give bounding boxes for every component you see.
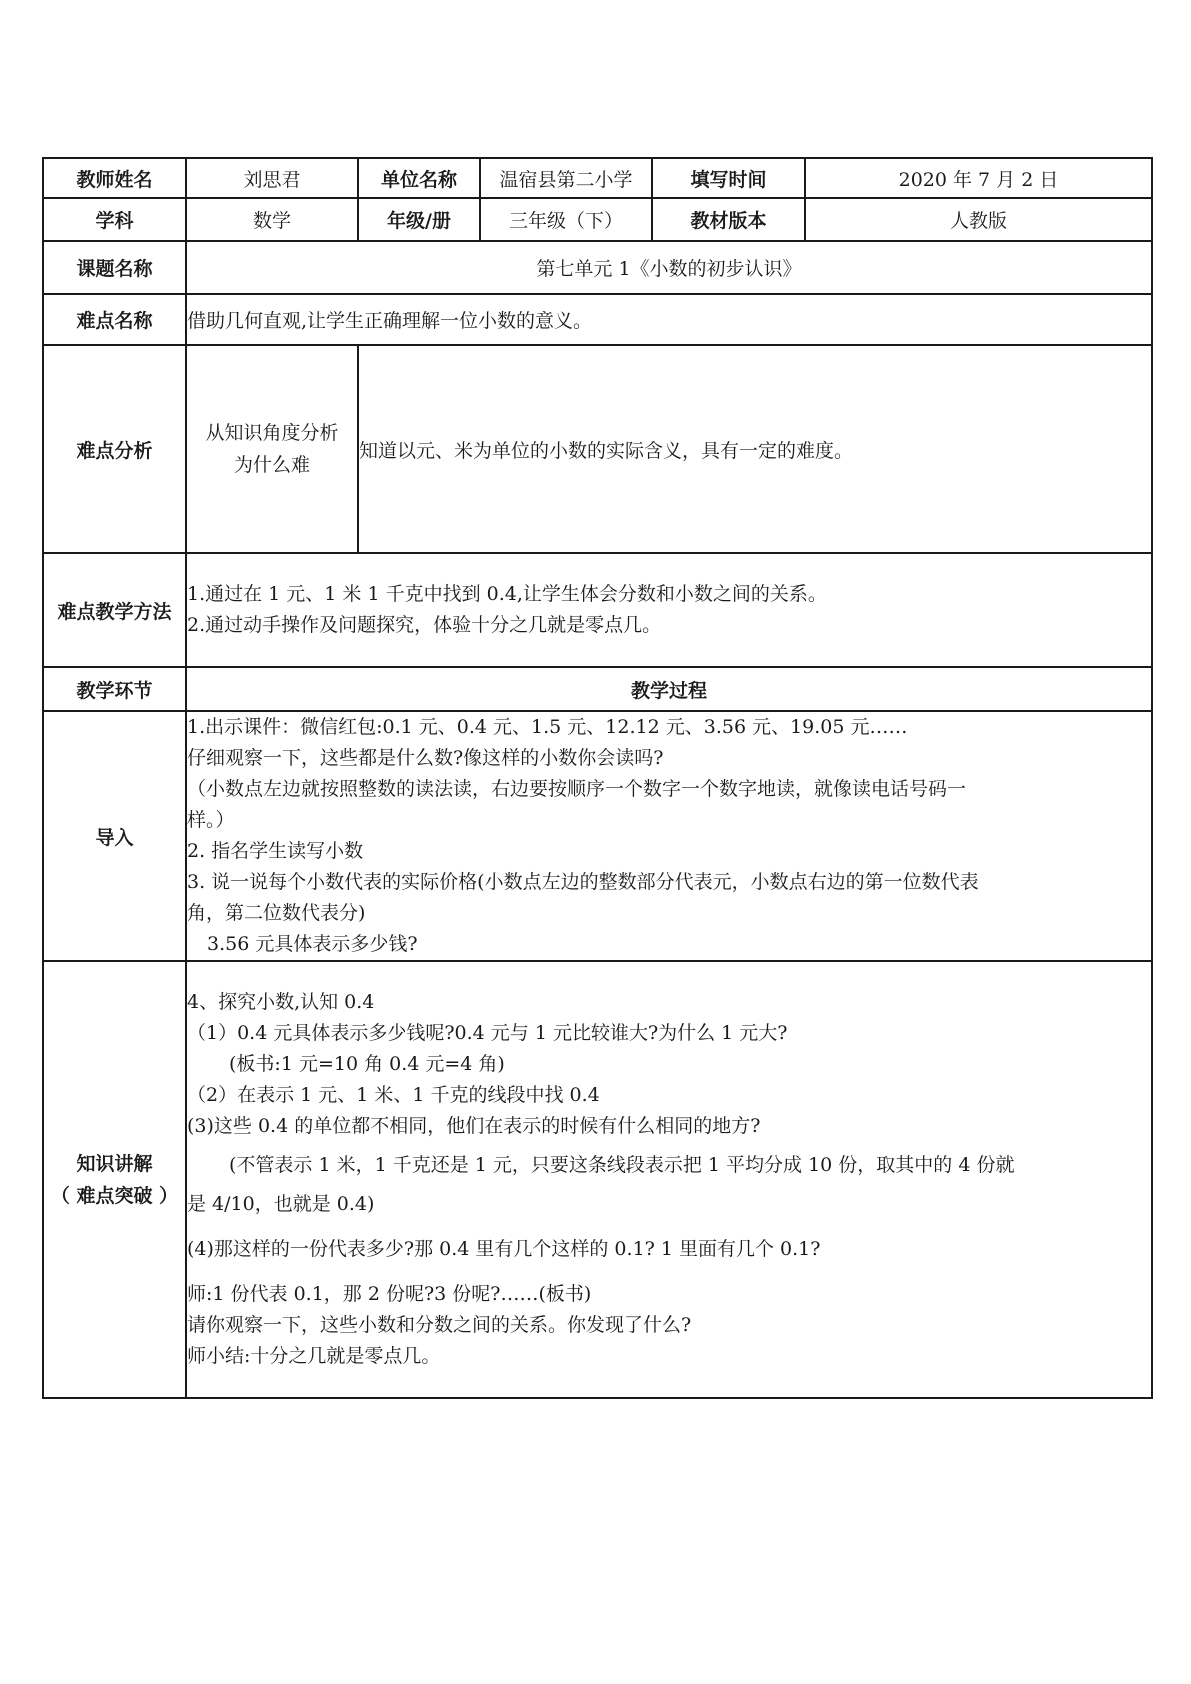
difficulty-row <box>43 294 1152 345</box>
knowledge-line: （1）0.4 元具体表示多少钱呢?0.4 元与 1 元比较谁大?为什么 1 元大? <box>187 1022 788 1044</box>
knowledge-line: 是 4/10，也就是 0.4) <box>187 1193 375 1215</box>
unit-name-label: 单位名称 <box>358 158 480 198</box>
intro-row <box>43 711 1152 961</box>
intro-line: （小数点左边就按照整数的读法读，右边要按顺序一个数字一个数字地读，就像读电话号码一 <box>187 778 967 800</box>
process-header: 教学过程 <box>186 667 1152 711</box>
topic-value: 第七单元 1《小数的初步认识》 <box>186 241 1152 294</box>
lesson-plan-table <box>42 157 1153 1399</box>
analysis-sublabel-line1: 从知识角度分析 <box>205 422 339 444</box>
subject-label: 学科 <box>43 198 186 241</box>
method-label: 难点教学方法 <box>43 553 186 667</box>
method-line-2: 2.通过动手操作及问题探究，体验十分之几就是零点几。 <box>187 614 662 636</box>
knowledge-line: (4)那这样的一份代表多少?那 0.4 里有几个这样的 0.1? 1 里面有几个 0.1? <box>187 1238 821 1260</box>
intro-line: 1.出示课件：微信红包:0.1 元、0.4 元、1.5 元、12.12 元、3.56 元、19.05 元…… <box>187 716 908 738</box>
grade-label: 年级/册 <box>358 198 480 241</box>
difficulty-value: 借助几何直观,让学生正确理解一位小数的意义。 <box>186 294 1152 345</box>
header-row-2 <box>43 198 1152 241</box>
intro-line: 样。） <box>187 809 235 831</box>
grade-value: 三年级（下） <box>480 198 652 241</box>
teacher-name-label: 教师姓名 <box>43 158 186 198</box>
difficulty-label: 难点名称 <box>43 294 186 345</box>
process-header-row <box>43 667 1152 711</box>
intro-line: 3. 说一说每个小数代表的实际价格(小数点左边的整数部分代表元，小数点右边的第一位数代表 <box>187 871 979 893</box>
knowledge-line: (3)这些 0.4 的单位都不相同，他们在表示的时候有什么相同的地方? <box>187 1115 761 1137</box>
analysis-row <box>43 345 1152 553</box>
knowledge-content <box>186 961 1152 1398</box>
edition-label: 教材版本 <box>652 198 805 241</box>
teacher-name-value: 刘思君 <box>186 158 358 198</box>
analysis-sublabel <box>186 345 358 553</box>
topic-row <box>43 241 1152 294</box>
analysis-label: 难点分析 <box>43 345 186 553</box>
unit-name-value: 温宿县第二小学 <box>480 158 652 198</box>
method-row <box>43 553 1152 667</box>
method-content <box>186 553 1152 667</box>
knowledge-line: (不管表示 1 米，1 千克还是 1 元，只要这条线段表示把 1 平均分成 10 份，取其中的 4 份就 <box>229 1154 1015 1176</box>
analysis-value: 知道以元、米为单位的小数的实际含义，具有一定的难度。 <box>358 345 1152 553</box>
knowledge-line: 请你观察一下，这些小数和分数之间的关系。你发现了什么? <box>187 1314 692 1336</box>
intro-line: 3.56 元具体表示多少钱? <box>207 933 418 955</box>
topic-label: 课题名称 <box>43 241 186 294</box>
fill-date-value: 2020 年 7 月 2 日 <box>805 158 1152 198</box>
knowledge-row <box>43 961 1152 1398</box>
knowledge-line: 师小结:十分之几就是零点几。 <box>187 1345 441 1367</box>
knowledge-line: (板书:1 元=10 角 0.4 元=4 角) <box>229 1053 505 1075</box>
knowledge-label-line1: 知识讲解 <box>76 1152 153 1175</box>
intro-line: 2. 指名学生读写小数 <box>187 840 364 862</box>
analysis-sublabel-line2: 为什么难 <box>233 454 310 476</box>
knowledge-label <box>43 961 186 1398</box>
knowledge-line: （2）在表示 1 元、1 米、1 千克的线段中找 0.4 <box>187 1084 600 1106</box>
subject-value: 数学 <box>186 198 358 241</box>
knowledge-line: 4、探究小数,认知 0.4 <box>187 991 375 1013</box>
method-line-1: 1.通过在 1 元、1 米 1 千克中找到 0.4,让学生体会分数和小数之间的关系。 <box>187 583 827 605</box>
header-row-1 <box>43 158 1152 198</box>
edition-value: 人教版 <box>805 198 1152 241</box>
knowledge-label-line2: （ 难点突破 ） <box>50 1184 179 1207</box>
fill-date-label: 填写时间 <box>652 158 805 198</box>
intro-label: 导入 <box>43 711 186 961</box>
knowledge-line: 师:1 份代表 0.1，那 2 份呢?3 份呢?……(板书) <box>187 1283 592 1305</box>
intro-line: 仔细观察一下，这些都是什么数?像这样的小数你会读吗? <box>187 747 664 769</box>
stage-header: 教学环节 <box>43 667 186 711</box>
intro-content <box>186 711 1152 961</box>
intro-line: 角，第二位数代表分) <box>187 902 366 924</box>
